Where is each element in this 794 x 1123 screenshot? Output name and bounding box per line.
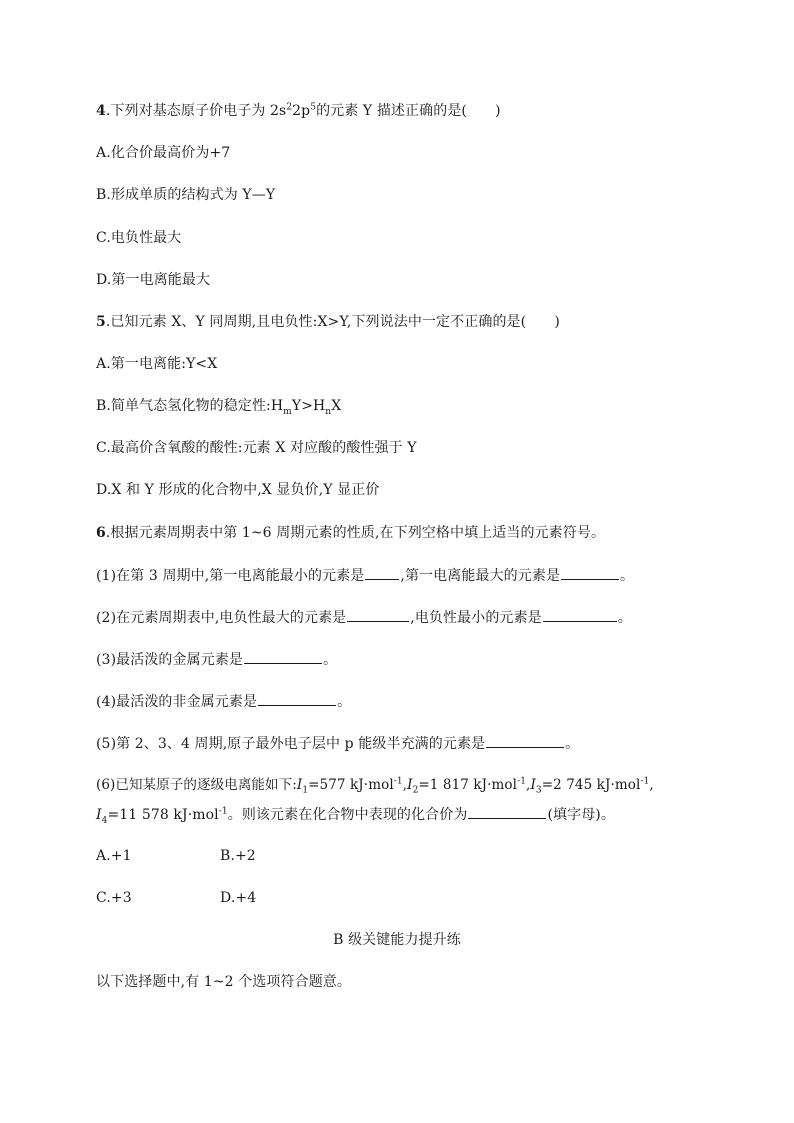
q6-options-row1 — [96, 846, 256, 866]
q6-part6-line2: $I_4=11$ 578 kJ·mol$^{-1}$。则该元素在化合物中表现的化合价为 (填字母)。 — [96, 804, 615, 825]
answer-blank[interactable] — [561, 565, 619, 580]
q6-number: 6 — [96, 525, 106, 541]
q6-option-d: D.+4 — [220, 890, 257, 906]
q4-number: 4 — [96, 103, 106, 119]
q5-option-a: A.第一电离能:Y<X — [96, 356, 218, 372]
q6-part3: (3)最活泼的金属元素是 。 — [96, 649, 337, 670]
q4-option-c: C.电负性最大 — [96, 230, 182, 246]
q5-number: 5 — [96, 314, 106, 330]
q4-option-a: A.化合价最高价为+7 — [96, 145, 231, 161]
q5-stem: 5.已知元素 X、Y 同周期,且电负性:X>Y,下列说法中一定不正确的是( ) — [96, 314, 560, 330]
q5-option-d: D.X 和 Y 形成的化合物中,X 显负价,Y 显正价 — [96, 482, 380, 498]
answer-blank[interactable] — [258, 691, 336, 706]
q6-part5: (5)第 2、3、4 周期,原子最外电子层中 p 能级半充满的元素是 。 — [96, 733, 579, 754]
q6-part6-line1: (6)已知某原子的逐级电离能如下$:I_1=577$ $kJ\cdot mol^{-1},I_2=1$ 817 $kJ\cdot mol^{-1},I_3=2$ 745 kJ·mol$^{-1}$, — [96, 776, 654, 796]
q5-option-b: B.简单气态氢化物的稳定性$:H_mY>H_nX$ — [96, 398, 342, 417]
q6-options-row2 — [96, 888, 257, 908]
section-title: B 级关键能力提升练 — [333, 932, 461, 948]
q4-option-d: D.第一电离能最大 — [96, 272, 211, 288]
q6-stem: 6.根据元素周期表中第 1~6 周期元素的性质,在下列空格中填上适当的元素符号。 — [96, 525, 606, 541]
q6-part1: (1)在第 3 周期中,第一电离能最小的元素是 ,第一电离能最大的元素是 。 — [96, 565, 634, 586]
q4-stem: 4.下列对基态原子价电子为 $2s^22p^5$的元素 Y 描述正确的是( ) — [96, 102, 501, 119]
q6-option-b: B.+2 — [220, 848, 256, 864]
answer-blank[interactable] — [244, 649, 322, 664]
q4-option-b: B.形成单质的结构式为 Y—Y — [96, 187, 276, 203]
answer-blank[interactable] — [468, 804, 546, 819]
answer-blank[interactable] — [486, 733, 564, 748]
answer-blank[interactable] — [347, 607, 409, 622]
q6-part4: (4)最活泼的非金属元素是 。 — [96, 691, 351, 712]
q6-option-c: C.+3 — [96, 890, 132, 906]
q6-option-a: A.+1 — [96, 848, 132, 864]
q6-part2: (2)在元素周期表中,电负性最大的元素是 ,电负性最小的元素是 。 — [96, 607, 632, 628]
answer-blank[interactable] — [543, 607, 617, 622]
q5-option-c: C.最高价含氧酸的酸性:元素 X 对应酸的酸性强于 Y — [96, 440, 417, 456]
answer-blank[interactable] — [365, 565, 399, 580]
section-note: 以下选择题中,有 1~2 个选项符合题意。 — [96, 974, 351, 990]
